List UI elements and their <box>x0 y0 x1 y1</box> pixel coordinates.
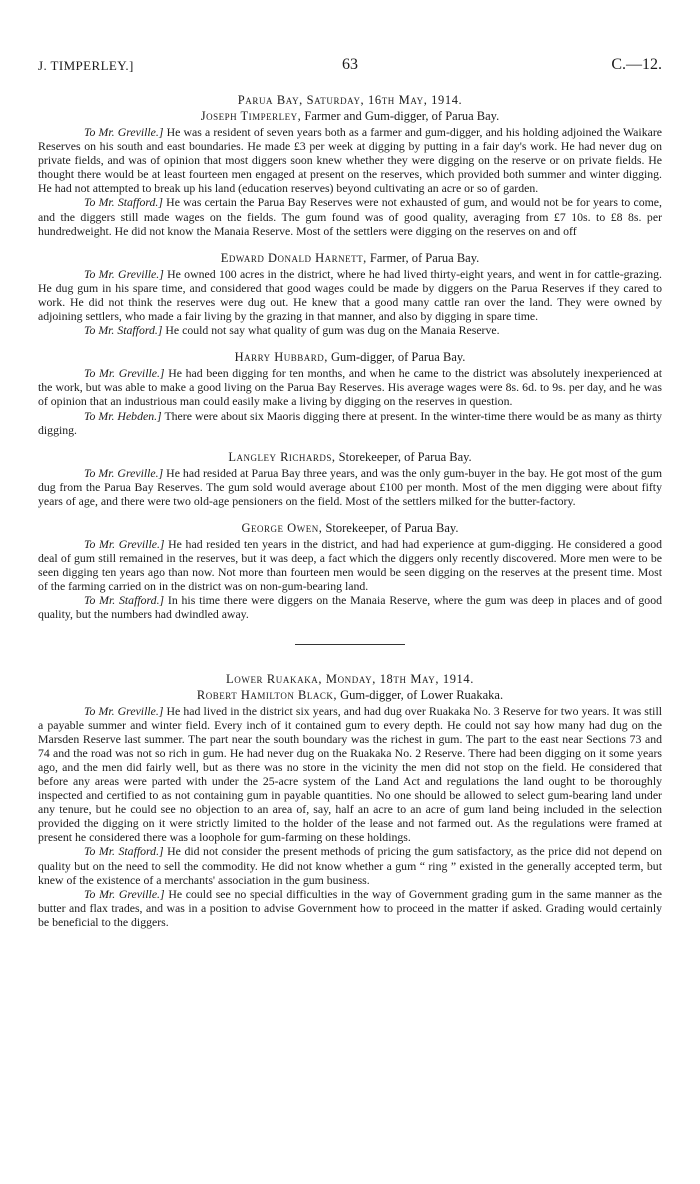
testimony-paragraph: To Mr. Greville.] He had resided at Parua Bay three years, and was the only gum-buyer in the bay. He got most of the gum dug from the Parua Bay Reserves. The gum sold would average about £100 per month. Most of the men digging were about fifty years of age, and there were two old-age pensioners on the field. Most of the settlers milked for the butter-factory. <box>38 465 663 508</box>
testimony-paragraph: To Mr. Greville.] He could see no special difficulties in the way of Government grading gum in the same manner as the butter and flax trades, and was in a position to advise Government how to proceed in the matter if asked. Grading would certainly be beneficial to the diggers. <box>38 886 662 929</box>
testimony-paragraph: To Mr. Stafford.] He could not say what quality of gum was dug on the Manaia Reserve. <box>84 323 500 338</box>
sitting-heading: Lower Ruakaka, Monday, 18th May, 1914. <box>226 671 474 686</box>
witness-heading: George Owen, Storekeeper, of Parua Bay. <box>241 520 459 535</box>
witness-heading: Robert Hamilton Black, Gum-digger, of Lower Ruakaka. <box>196 687 504 702</box>
testimony-paragraph: To Mr. Stafford.] He did not consider the present methods of pricing the gum satisfactory, as the price did not depend on quality but on the need to sell the commodity. He did not know whether a gum “ ring ” existed in the generally accepted term, but knew of the existence of a merchants' association in the gum business. <box>38 844 663 887</box>
section-divider <box>295 644 405 645</box>
witness-heading: Langley Richards, Storekeeper, of Parua Bay. <box>228 449 472 464</box>
testimony-paragraph: To Mr. Stafford.] In his time there were diggers on the Manaia Reserve, where the gum was deep in places and of good quality, but the numbers had dwindled away. <box>38 593 663 622</box>
testimony-paragraph: To Mr. Greville.] He was a resident of seven years both as a farmer and gum-digger, and his holding adjoined the Waikare Reserves on his south and east boundaries. He made £3 per week at digging by putting in a fair day's work. He had never dug on private fields, and was of opinion that most diggers soon knew whether they were digging on the reserve or on private fields. He thought there would be at least fourteen men engaged at present on the reserves, which provided both summer and winter digging. He had not attempted to break up his land (education reserves) beyond cultivating an acre or so of garden. <box>38 125 662 196</box>
testimony-paragraph: To Mr. Greville.] He owned 100 acres in the district, where he had lived thirty-eight years, and went in for cattle-grazing. He dug gum in his spare time, and considered that good wages could be made by diggers on the Parua Reserves if they cared to work. He did not think the reserves were dug out. He knew that a good many cattle ran over the land. They were owned by adjoining settlers, who made a fair living by the grazing in that manner, and also by digging in spare time. <box>38 266 662 324</box>
sitting-heading: Parua Bay, Saturday, 16th May, 1914. <box>237 93 463 107</box>
testimony-paragraph: To Mr. Stafford.] He was certain the Parua Bay Reserves were not exhausted of gum, and would not be for years to come, and the diggers still made wages on the fields. The gum found was of good quality, averaging from £7 10s. to £8 8s. per hundredweight. He did not know the Manaia Reserve. Most of the settlers were digging on the reserves on and off <box>38 195 662 238</box>
testimony-paragraph: To Mr. Greville.] He had been digging for ten months, and when he came to the district was absolutely inexperienced at the work, but was able to make a good living on the Parua Bay Reserves. His average wages were 8s. 6d. to 9s. per day, and he was of opinion that an industrious man could easily make a living by digging on the reserves in question. <box>38 366 662 409</box>
witness-heading: Harry Hubbard, Gum-digger, of Parua Bay. <box>234 350 466 365</box>
running-head-left: J. TIMPERLEY.] <box>38 58 134 73</box>
witness-heading: Edward Donald Harnett, Farmer, of Parua Bay. <box>220 250 480 265</box>
document-body <box>38 92 662 929</box>
testimony-paragraph: To Mr. Greville.] He had lived in the district six years, and had dug over Ruakaka No. 3 Reserve for two years. It was still a payable summer and winter field. Every inch of it contained gum to every depth. He could not say how many had dug on the Marsden Reserve last summer. The part near the south boundary was the richest in gum. The part to the east near Sections 73 and 74 and the road was not so rich in gum. He had never dug on the Ruakaka No. 2 Reserve. There had been digging on it some years ago, and the men did fairly well, but as there was no store in the vicinity the men did not stop on the field. He considered that before any areas were parted with under the 25-acre system of the Land Act and regulations the land ought to be thoroughly inspected and certified to as not containing gum in payable quantities. No one should be allowed to select gum-bearing land under any tenure, but he could see no objection to an area of, say, half an acre to an acre of gum land being included in the selection provided the digging on it were strictly limited to the holder of the lease and not farmed out. As the regulations were framed at present he considered there was a loophole for gum-farming on these holdings. <box>38 703 663 845</box>
witness-heading: Joseph Timperley, Farmer and Gum-digger, of Parua Bay. <box>200 109 500 123</box>
page-number: 63 <box>342 56 358 73</box>
page-header <box>38 58 662 80</box>
testimony-paragraph: To Mr. Hebden.] There were about six Maoris digging there at present. In the winter-time there would be as many as thirty digging. <box>38 408 662 437</box>
document-code: C.—12. <box>611 56 662 73</box>
testimony-paragraph: To Mr. Greville.] He had resided ten years in the district, and had had experience at gum-digging. He considered a good deal of gum still remained in the reserves, but it was deep, a fact which the diggers only recently discovered. More men were to be seen digging ten years ago than now. Not more than fourteen men would be seen digging on the reserves at the present time. Most of the farming carried on in the district was on non-gum-bearing land. <box>38 536 662 594</box>
